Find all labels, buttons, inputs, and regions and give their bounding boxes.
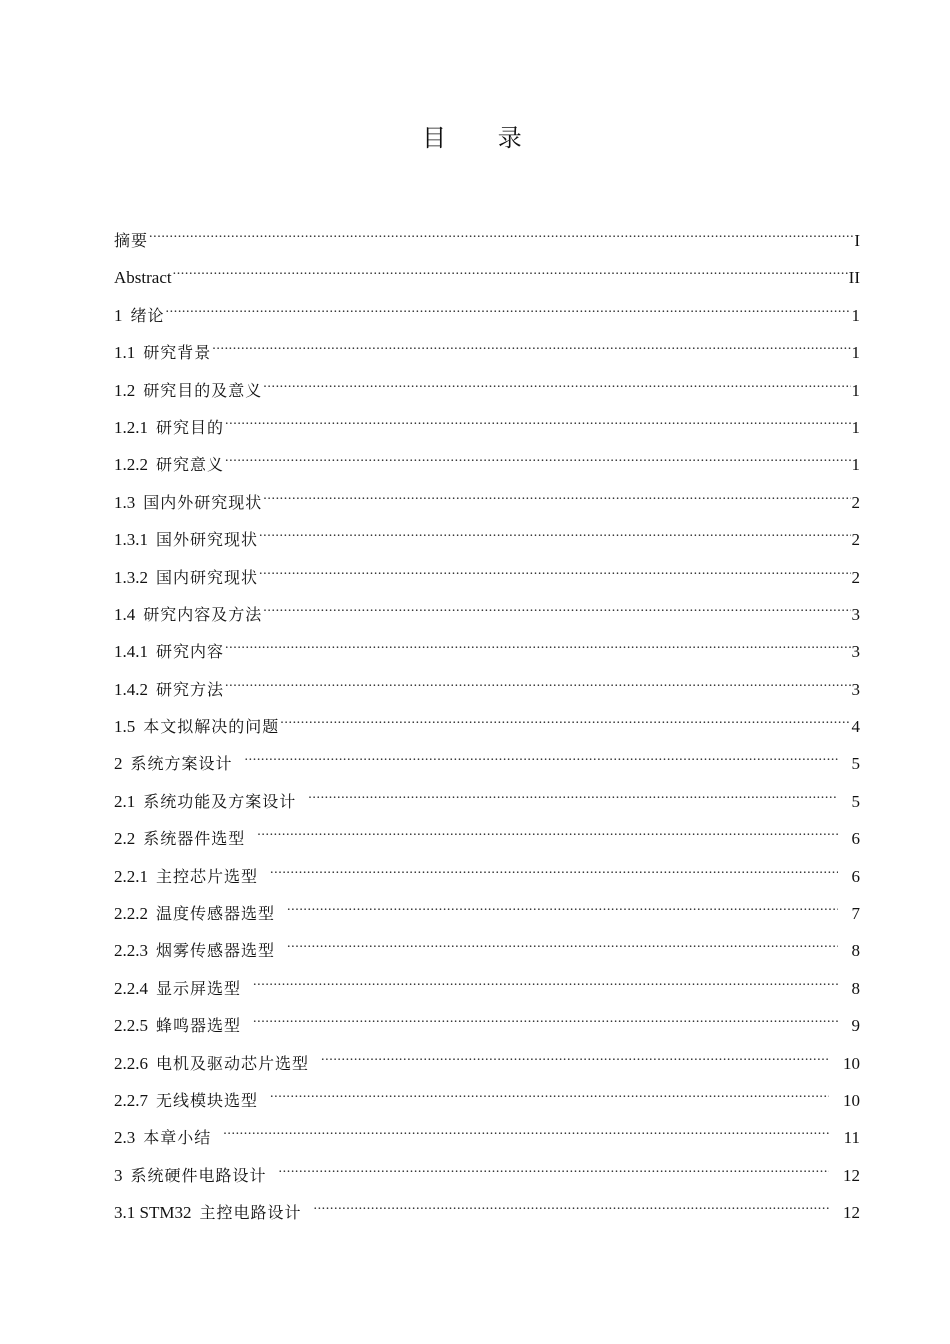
toc-entry[interactable] bbox=[114, 1041, 860, 1078]
dot-leader bbox=[253, 966, 837, 994]
toc-entry[interactable] bbox=[114, 405, 860, 442]
toc-page-number: 1 bbox=[851, 343, 860, 363]
toc-page-number: 9 bbox=[851, 1016, 860, 1036]
dot-leader bbox=[245, 741, 838, 769]
dot-leader bbox=[253, 1003, 837, 1031]
toc-entry-label: 2.2.3 烟雾传感器选型 bbox=[114, 941, 276, 961]
toc-page-number: 12 bbox=[843, 1165, 860, 1185]
toc-entry[interactable] bbox=[114, 816, 860, 853]
toc-entry-label: 2.2.1 主控芯片选型 bbox=[114, 866, 259, 886]
dot-leader bbox=[263, 480, 850, 508]
toc-entry[interactable] bbox=[114, 1153, 860, 1190]
toc-page-number: 6 bbox=[851, 829, 860, 849]
toc-entry[interactable] bbox=[114, 555, 860, 592]
toc-page-number: 1 bbox=[851, 455, 860, 475]
table-of-contents bbox=[114, 218, 860, 1228]
dot-leader bbox=[225, 405, 850, 433]
dot-leader bbox=[149, 218, 853, 246]
toc-entry[interactable] bbox=[114, 1078, 860, 1115]
toc-page-number: 2 bbox=[851, 492, 860, 512]
toc-page-number: 5 bbox=[851, 791, 860, 811]
toc-entry-label: 1.2 研究目的及意义 bbox=[114, 380, 263, 400]
toc-page-number: 3 bbox=[851, 679, 860, 699]
toc-entry-label: 2.2.6 电机及驱动芯片选型 bbox=[114, 1053, 310, 1073]
dot-leader bbox=[308, 779, 837, 807]
toc-entry[interactable] bbox=[114, 891, 860, 928]
toc-entry-label: 3.1 STM32 主控电路设计 bbox=[114, 1203, 302, 1223]
toc-entry-label: 1.2.2 研究意义 bbox=[114, 455, 225, 475]
dot-leader bbox=[280, 704, 850, 732]
toc-entry-abstract-en[interactable] bbox=[114, 255, 860, 292]
toc-entry-label: 1.2.1 研究目的 bbox=[114, 417, 225, 437]
dot-leader bbox=[212, 330, 850, 358]
dot-leader bbox=[259, 517, 850, 545]
toc-entry[interactable] bbox=[114, 779, 860, 816]
toc-entry[interactable] bbox=[114, 704, 860, 741]
dot-leader bbox=[225, 629, 850, 657]
dot-leader bbox=[173, 255, 848, 283]
toc-entry-label: 1.1 研究背景 bbox=[114, 343, 212, 363]
toc-entry-label: 2.2.7 无线模块选型 bbox=[114, 1090, 259, 1110]
toc-entry-label: 2.2 系统器件选型 bbox=[114, 829, 246, 849]
dot-leader bbox=[223, 1115, 829, 1143]
dot-leader bbox=[166, 293, 851, 321]
dot-leader bbox=[270, 854, 837, 882]
toc-entry[interactable] bbox=[114, 667, 860, 704]
toc-entry[interactable] bbox=[114, 368, 860, 405]
toc-entry[interactable] bbox=[114, 592, 860, 629]
toc-page-number: 4 bbox=[851, 717, 860, 737]
toc-entry-label: 摘要 bbox=[114, 231, 149, 250]
dot-leader bbox=[257, 816, 837, 844]
toc-page-number: 3 bbox=[851, 604, 860, 624]
toc-page-number: II bbox=[848, 268, 860, 288]
toc-entry[interactable] bbox=[114, 928, 860, 965]
toc-page-number: 8 bbox=[851, 941, 860, 961]
dot-leader bbox=[263, 368, 850, 396]
toc-entry[interactable] bbox=[114, 1190, 860, 1227]
toc-entry-label: Abstract bbox=[114, 268, 172, 288]
toc-entry[interactable] bbox=[114, 854, 860, 891]
toc-page-number: 8 bbox=[851, 978, 860, 998]
toc-entry[interactable] bbox=[114, 293, 860, 330]
toc-page-number: 1 bbox=[851, 305, 860, 325]
toc-entry-label: 1.3.2 国内研究现状 bbox=[114, 567, 259, 587]
toc-entry-label: 1.4.2 研究方法 bbox=[114, 679, 225, 699]
toc-entry[interactable] bbox=[114, 480, 860, 517]
toc-page-number: 10 bbox=[843, 1090, 860, 1110]
toc-page-number: 11 bbox=[843, 1128, 860, 1148]
toc-entry-label: 3 系统硬件电路设计 bbox=[114, 1165, 267, 1185]
toc-entry-label: 1 绪论 bbox=[114, 305, 165, 325]
toc-entry[interactable] bbox=[114, 517, 860, 554]
toc-entry[interactable] bbox=[114, 1115, 860, 1152]
toc-entry[interactable] bbox=[114, 330, 860, 367]
dot-leader bbox=[225, 442, 850, 470]
toc-entry-label: 2.2.4 显示屏选型 bbox=[114, 978, 242, 998]
toc-page-number: 6 bbox=[851, 866, 860, 886]
dot-leader bbox=[259, 555, 850, 583]
dot-leader bbox=[279, 1153, 829, 1181]
toc-entry-label: 1.4.1 研究内容 bbox=[114, 642, 225, 662]
dot-leader bbox=[321, 1041, 829, 1069]
toc-page-number: 12 bbox=[843, 1203, 860, 1223]
toc-entry[interactable] bbox=[114, 1003, 860, 1040]
dot-leader bbox=[270, 1078, 829, 1106]
toc-page-number: 2 bbox=[851, 567, 860, 587]
toc-page-number: 10 bbox=[843, 1053, 860, 1073]
toc-entry-label: 1.4 研究内容及方法 bbox=[114, 604, 263, 624]
toc-entry-label: 1.3 国内外研究现状 bbox=[114, 492, 263, 512]
toc-entry[interactable] bbox=[114, 966, 860, 1003]
dot-leader bbox=[287, 928, 837, 956]
toc-page-number: 5 bbox=[851, 754, 860, 774]
toc-entry-label: 1.3.1 国外研究现状 bbox=[114, 530, 259, 550]
toc-entry-label: 2.1 系统功能及方案设计 bbox=[114, 791, 297, 811]
toc-entry[interactable] bbox=[114, 629, 860, 666]
toc-entry-label: 2.2.5 蜂鸣器选型 bbox=[114, 1016, 242, 1036]
toc-page-number: 2 bbox=[851, 530, 860, 550]
toc-page-number: 1 bbox=[851, 417, 860, 437]
toc-page-number: 7 bbox=[851, 904, 860, 924]
toc-entry[interactable] bbox=[114, 741, 860, 778]
dot-leader bbox=[287, 891, 837, 919]
toc-entry-label: 1.5 本文拟解决的问题 bbox=[114, 717, 280, 737]
toc-page-number: I bbox=[854, 231, 860, 250]
dot-leader bbox=[313, 1190, 829, 1218]
toc-entry-abstract-cn[interactable] bbox=[114, 218, 860, 255]
page-title: 目 录 bbox=[422, 124, 544, 152]
dot-leader bbox=[263, 592, 850, 620]
toc-entry-label: 2.2.2 温度传感器选型 bbox=[114, 904, 276, 924]
toc-entry[interactable] bbox=[114, 442, 860, 479]
toc-page-number: 1 bbox=[851, 380, 860, 400]
toc-entry-label: 2 系统方案设计 bbox=[114, 754, 233, 774]
toc-page-number: 3 bbox=[851, 642, 860, 662]
toc-entry-label: 2.3 本章小结 bbox=[114, 1128, 212, 1148]
dot-leader bbox=[225, 667, 850, 695]
